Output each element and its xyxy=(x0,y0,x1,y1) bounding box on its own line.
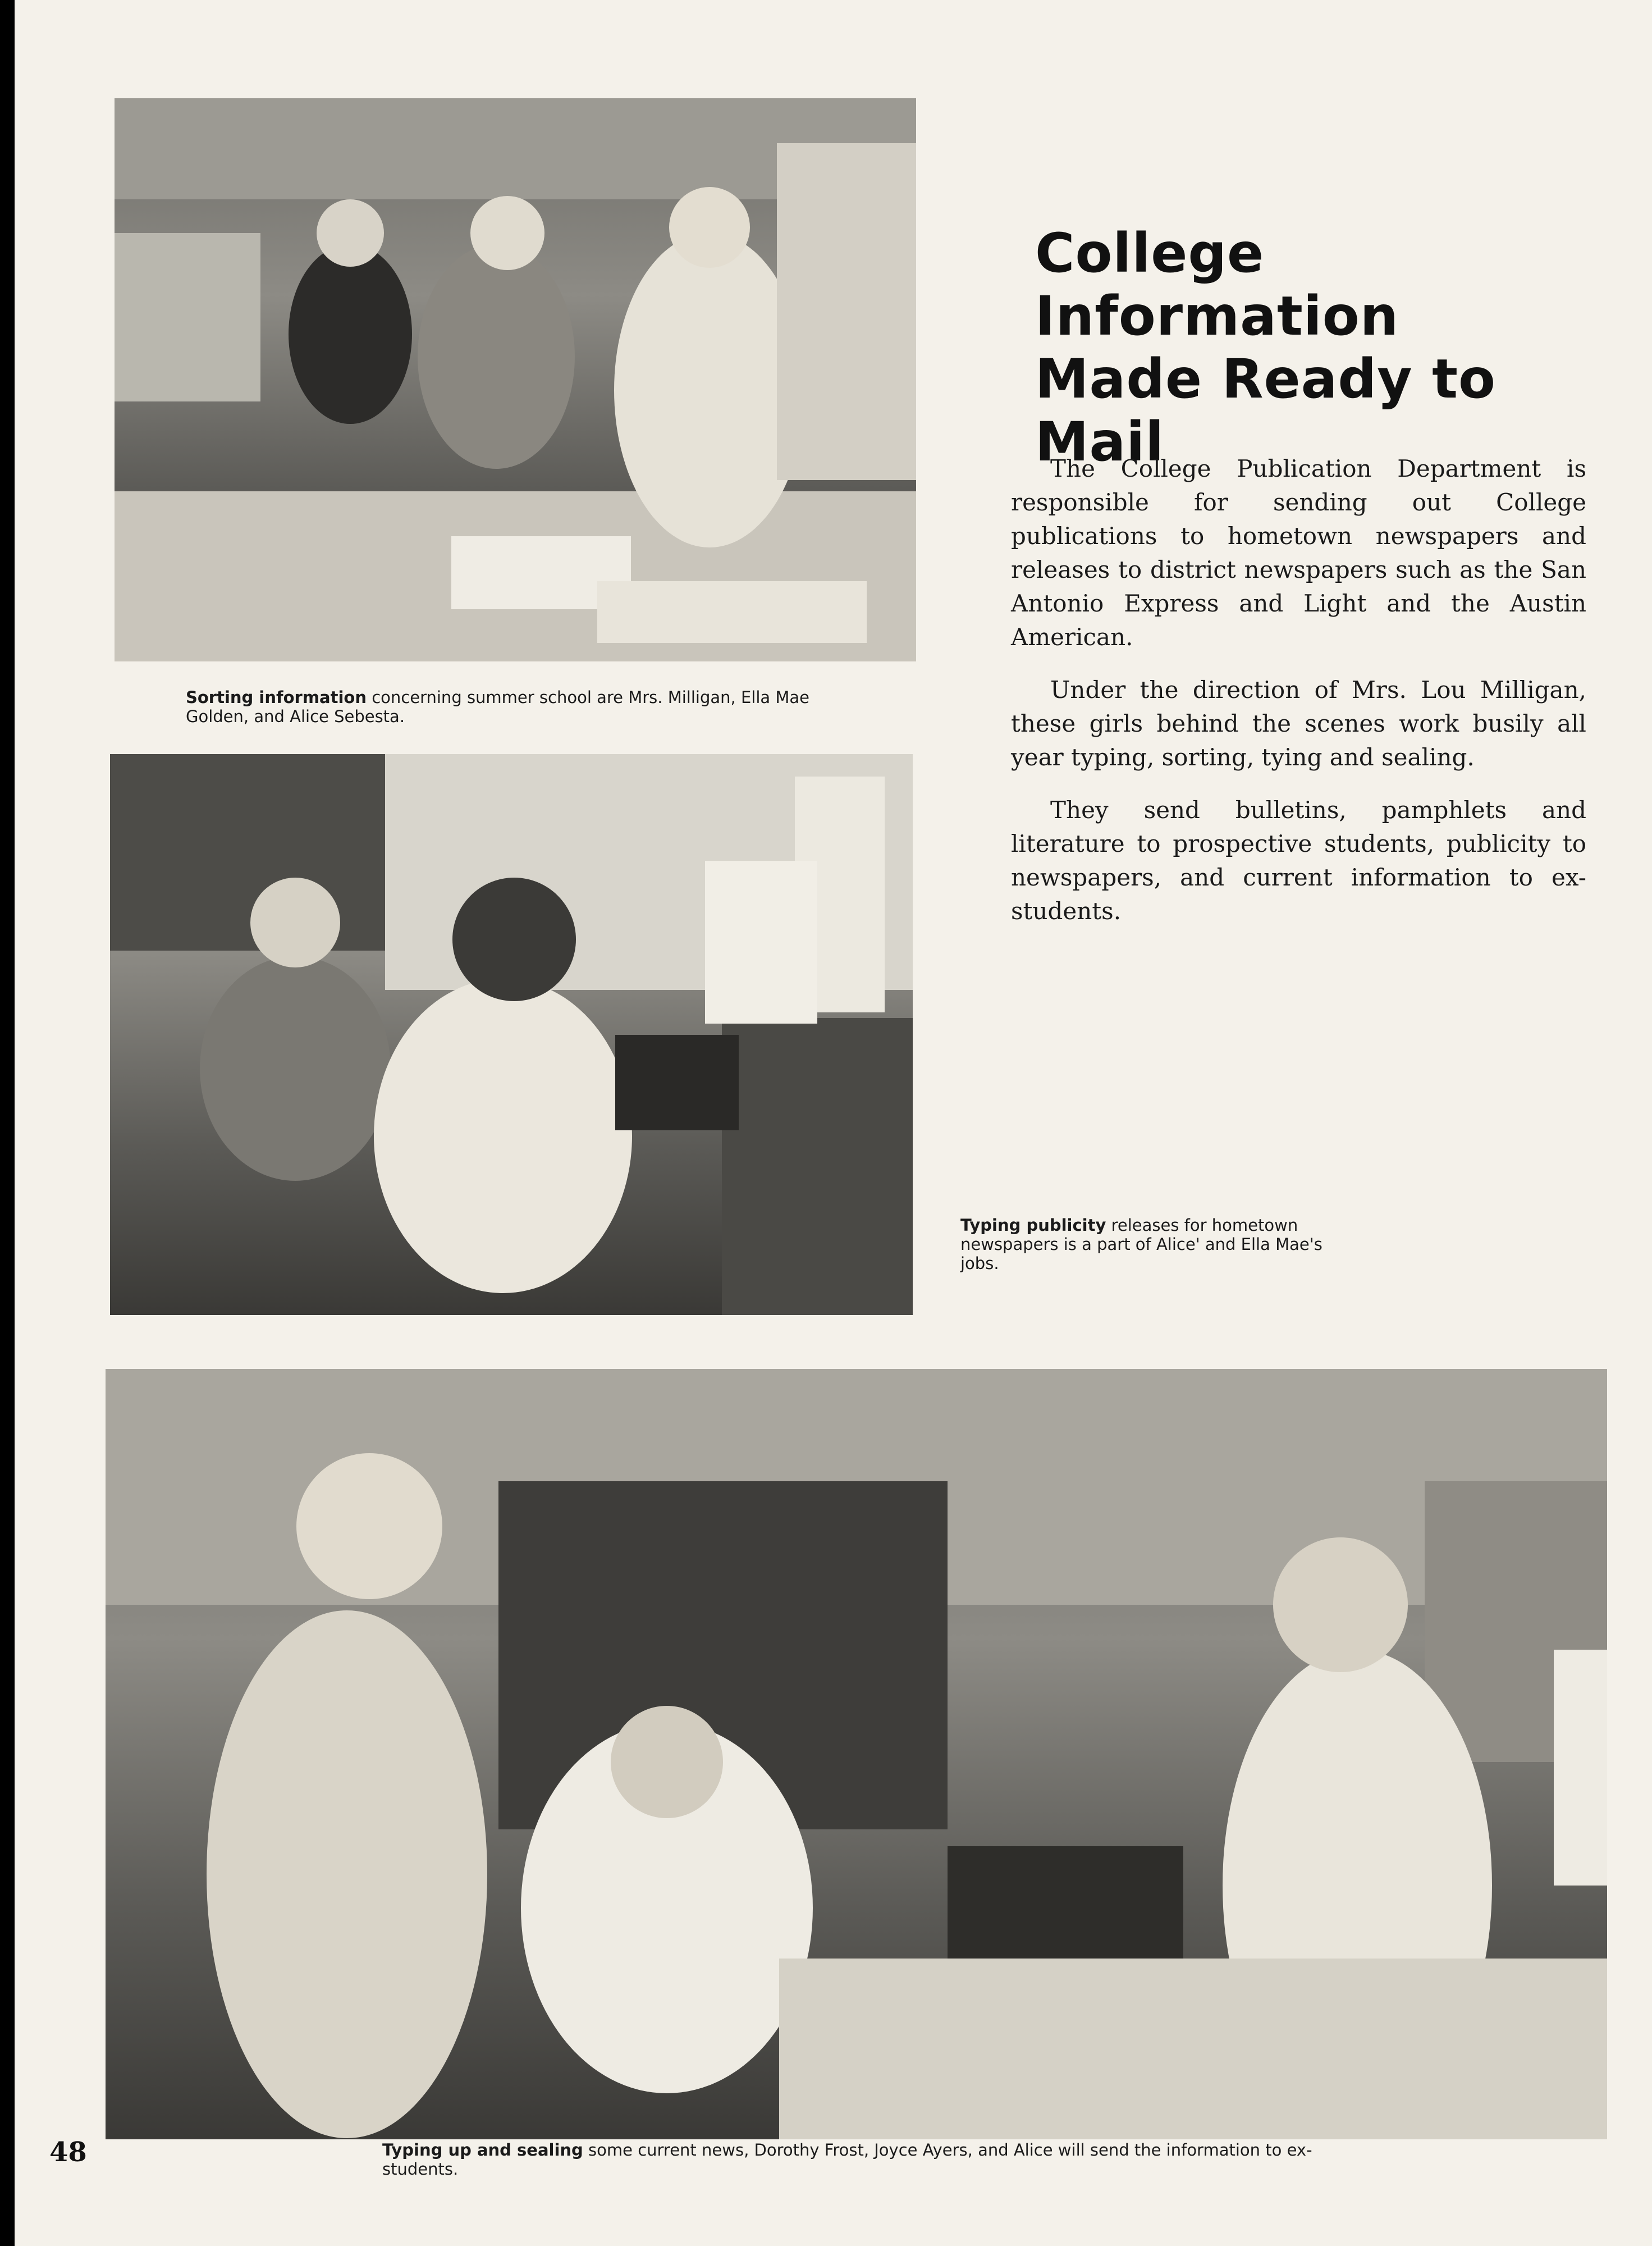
photo-sealing-illustration xyxy=(106,1369,1607,2139)
page-number: 48 xyxy=(49,2137,87,2168)
caption-sorting xyxy=(186,688,859,726)
photo-sorting-information xyxy=(115,98,916,661)
page-title xyxy=(1035,222,1624,473)
photo-typing-and-sealing xyxy=(106,1369,1607,2139)
body-paragraph: The College Publication Department is responsible for sending out College publications to hometown newspapers and releases to district newspapers such as the San Antonio Express and Light and the Austin American. xyxy=(1011,455,1586,651)
yearbook-page xyxy=(15,0,1652,2246)
caption-sorting-lead: Sorting information xyxy=(186,688,367,707)
photo-typing-illustration xyxy=(110,754,913,1315)
title-line-1: College Information xyxy=(1035,222,1399,348)
caption-typing xyxy=(960,1216,1331,1273)
photo-sorting-illustration xyxy=(115,98,916,661)
caption-typing-text: releases for hometown newspapers is a part of Alice' and Ella Mae's jobs. xyxy=(960,1216,1322,1273)
caption-sealing-text: some current news, Dorothy Frost, Joyce Ayers, and Alice will send the information to ex-students. xyxy=(382,2140,1312,2179)
body-paragraph: They send bulletins, pamphlets and literature to prospective students, publicity to newspapers, and current information to ex-students. xyxy=(1011,796,1586,925)
title-line-2: Made Ready to Mail xyxy=(1035,348,1496,473)
article-body xyxy=(1011,452,1586,947)
caption-typing-lead: Typing publicity xyxy=(960,1216,1106,1235)
caption-sealing xyxy=(382,2140,1365,2179)
photo-typing-publicity xyxy=(110,754,913,1315)
caption-sorting-text: concerning summer school are Mrs. Milligan, Ella Mae Golden, and Alice Sebesta. xyxy=(186,688,810,726)
caption-sealing-lead: Typing up and sealing xyxy=(382,2140,583,2160)
body-paragraph: Under the direction of Mrs. Lou Milligan, these girls behind the scenes work busily all year typing, sorting, tying and sealing. xyxy=(1011,676,1586,771)
